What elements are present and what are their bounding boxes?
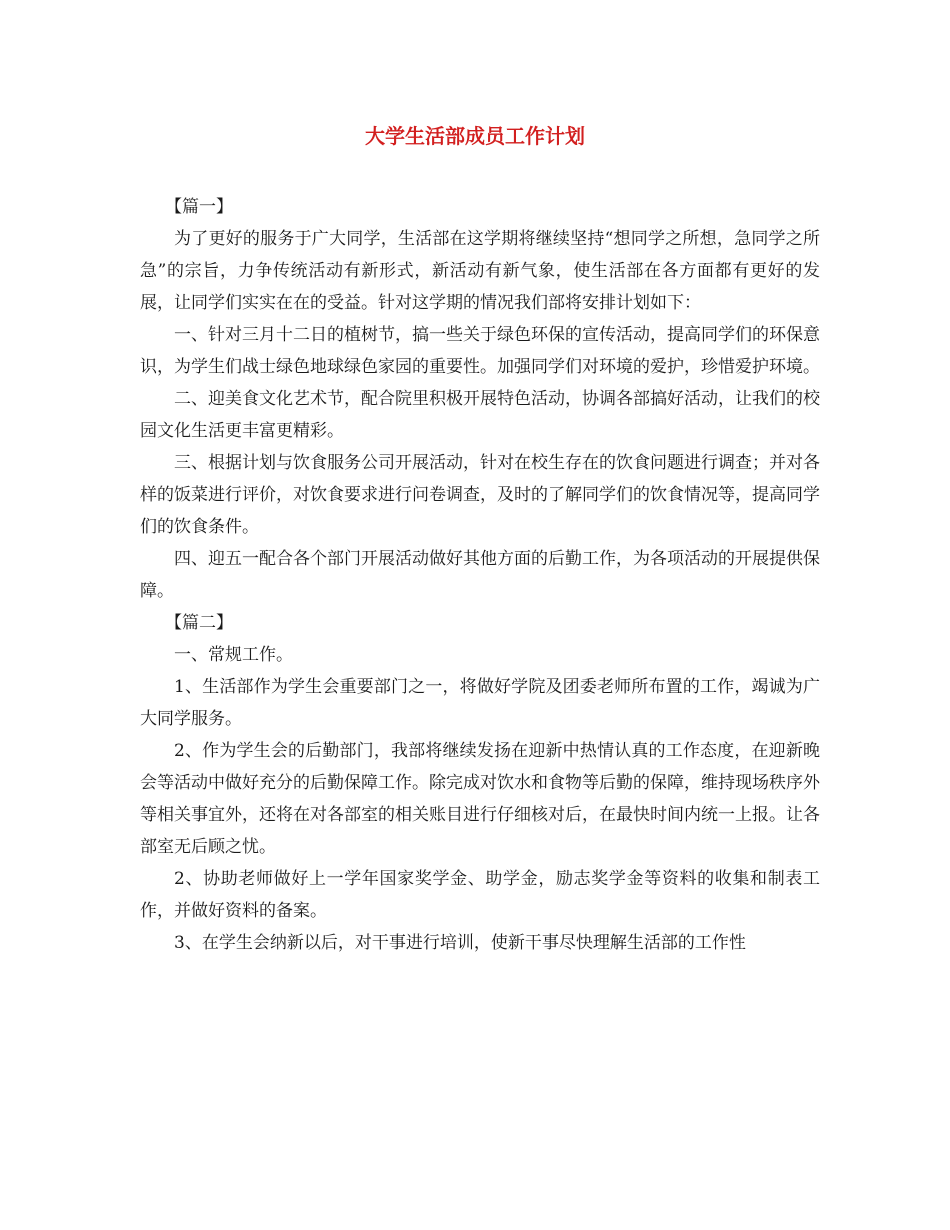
section-heading: 【篇二】 xyxy=(165,613,233,633)
paragraph: 四、迎五一配合各个部门开展活动做好其他方面的后勤工作，为各项活动的开展提供保障。 xyxy=(140,549,820,601)
document-body xyxy=(140,191,820,959)
paragraph: 二、迎美食文化艺术节，配合院里积极开展特色活动，协调各部搞好活动，让我们的校园文化生活更丰富更精彩。 xyxy=(140,389,820,441)
paragraph: 2、作为学生会的后勤部门，我部将继续发扬在迎新中热情认真的工作态度，在迎新晚会等活动中做好充分的后勤保障工作。除完成对饮水和食物等后勤的保障，维持现场秩序外等相关事宜外，还将在对各部室的相关账目进行仔细核对后，在最快时间内统一上报。让各部室无后顾之忧。 xyxy=(140,741,820,857)
paragraph: 为了更好的服务于广大同学，生活部在这学期将继续坚持“想同学之所想，急同学之所急”的宗旨，力争传统活动有新形式，新活动有新气象，使生活部在各方面都有更好的发展，让同学们实实在在的受益。针对这学期的情况我们部将安排计划如下： xyxy=(140,229,820,313)
paragraph: 一、常规工作。 xyxy=(174,645,293,665)
section-heading: 【篇一】 xyxy=(165,197,233,217)
paragraph: 2、协助老师做好上一学年国家奖学金、助学金，励志奖学金等资料的收集和制表工作，并做好资料的备案。 xyxy=(140,869,820,921)
paragraph: 三、根据计划与饮食服务公司开展活动，针对在校生存在的饮食问题进行调查；并对各样的饭菜进行评价，对饮食要求进行问卷调查，及时的了解同学们的饮食情况等，提高同学们的饮食条件。 xyxy=(140,453,820,537)
document-title: 大学生活部成员工作计划 xyxy=(365,124,585,148)
paragraph: 一、针对三月十二日的植树节，搞一些关于绿色环保的宣传活动，提高同学们的环保意识，为学生们战士绿色地球绿色家园的重要性。加强同学们对环境的爱护，珍惜爱护环境。 xyxy=(140,325,820,377)
paragraph: 3、在学生会纳新以后，对干事进行培训，使新干事尽快理解生活部的工作性 xyxy=(174,933,746,953)
paragraph: 1、生活部作为学生会重要部门之一，将做好学院及团委老师所布置的工作，竭诚为广大同学服务。 xyxy=(140,677,820,729)
